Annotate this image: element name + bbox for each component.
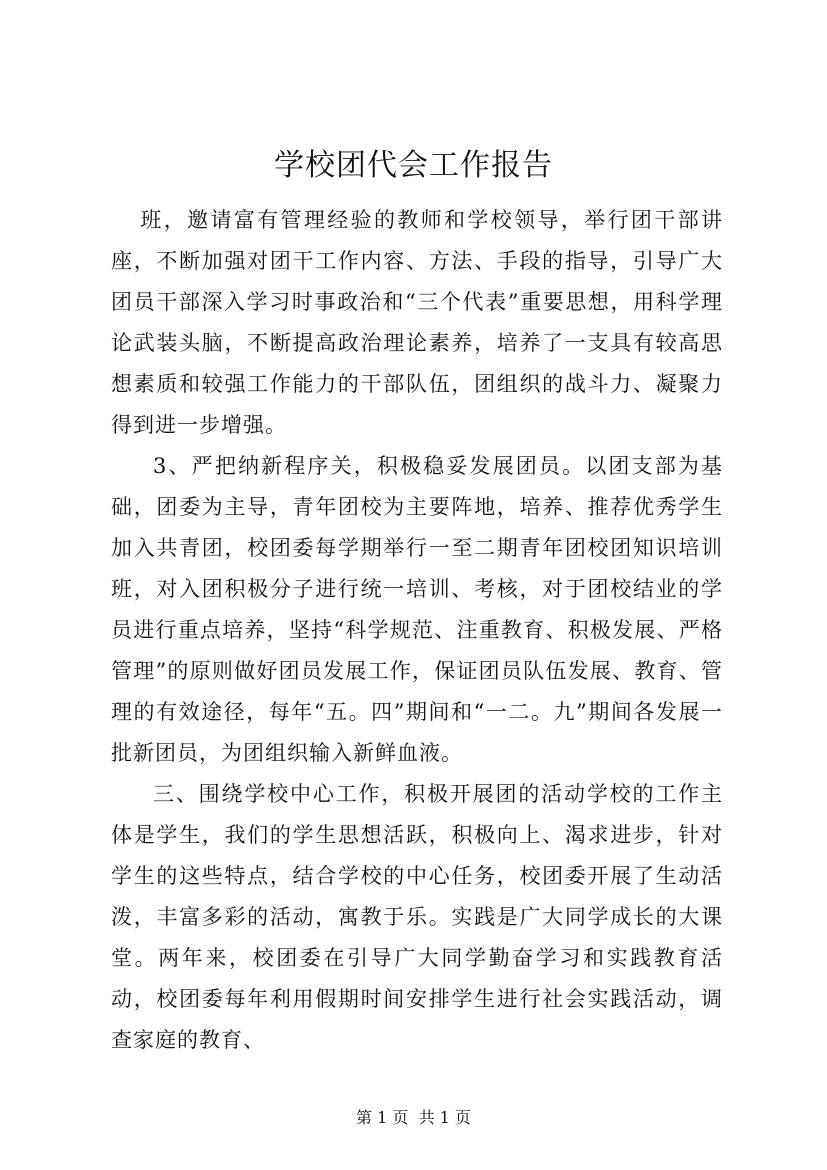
page-number-text: 第 1 页 共 1 页 — [356, 1108, 471, 1127]
paragraph-1: 班，邀请富有管理经验的教师和学校领导，举行团干部讲座，不断加强对团干工作内容、方法、手段的指导，引导广大团员干部深入学习时事政治和“三个代表”重要思想，用科学理论武装头脑，不断提高政治理论素养，培养了一支具有较高思想素质和较强工作能力的干部队伍，团组织的战斗力、凝聚力得到进一步增强。 — [111, 208, 723, 437]
page-footer — [0, 1108, 827, 1128]
document-body — [111, 200, 723, 1061]
page-title: 学校团代会工作报告 — [274, 148, 553, 183]
paragraph-3: 三、围绕学校中心工作，积极开展团的活动学校的工作主体是学生，我们的学生思想活跃，积极向上、渴求进步，针对学生的这些特点，结合学校的中心任务，校团委开展了生动活泼，丰富多彩的活动，寓教于乐。实践是广大同学成长的大课堂。两年来，校团委在引导广大同学勤奋学习和实践教育活动，校团委每年利用假期时间安排学生进行社会实践活动，调查家庭的教育、 — [111, 782, 723, 1052]
paragraph-2: 3、严把纳新程序关，积极稳妥发展团员。以团支部为基础，团委为主导，青年团校为主要阵地，培养、推荐优秀学生加入共青团，校团委每学期举行一至二期青年团校团知识培训班，对入团积极分子进行统一培训、考核，对于团校结业的学员进行重点培养，坚持“科学规范、注重教育、积极发展、严格管理”的原则做好团员发展工作，保证团员队伍发展、教育、管理的有效途径，每年“五。四”期间和“一二。九”期间各发展一批新团员，为团组织输入新鲜血液。 — [111, 454, 723, 765]
